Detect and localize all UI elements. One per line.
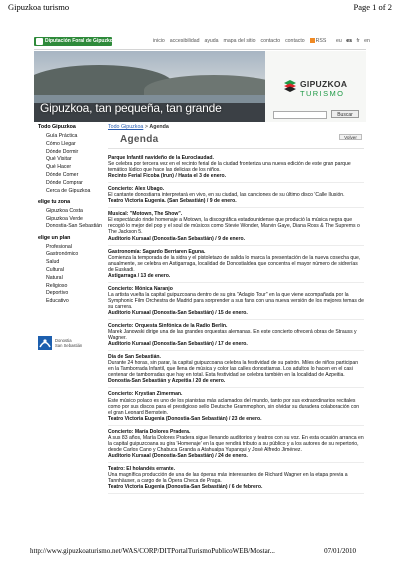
sidebar-item-salud[interactable]: Salud (46, 259, 60, 266)
donostia-logo[interactable] (38, 336, 96, 350)
sidebar-item-deportivo[interactable]: Deportivo (46, 290, 69, 297)
event-title: Concierto: Alex Ubago. (108, 186, 165, 193)
sidebar-heading[interactable]: Todo Gipuzkoa (38, 124, 76, 130)
sidebar-heading: elige un plan (38, 234, 71, 241)
nav-accesibilidad[interactable]: accesibilidad (169, 38, 200, 44)
gipuzkoa-turismo-logo[interactable] (283, 77, 363, 103)
lang-es[interactable]: es (346, 38, 353, 44)
event-description: Este músico polaco es uno de los pianistas más aclamados del mundo, tanto por sus extraordinarios recitales como por sus discos para el prestigioso sello Deutsche Grammophon, sin olvidar su duradera colaboración con el gran Leonard Bernstein. (108, 397, 360, 416)
event-venue: Recinto Ferial Ficoba (Irun) / Hasta el 3 de enero. (108, 173, 227, 180)
breadcrumb-link[interactable]: Todo Gipuzkoa (108, 124, 144, 130)
breadcrumb-current: Agenda (149, 124, 169, 130)
event-venue: Teatro Victoria Eugenia. (San Sebastián) / 9 de enero. (108, 198, 237, 205)
event-venue: Astigarraga / 13 de enero. (108, 272, 171, 279)
print-footer-date: 07/01/2010 (324, 547, 356, 555)
event-title: Concierto: María Dolores Pradera. (108, 428, 191, 435)
event-title: Concierto: Krystian Zimerman. (108, 391, 183, 398)
nav-inicio[interactable]: inicio (153, 38, 165, 44)
diputacion-logo-text: Diputación Foral de Gipuzkoa (45, 38, 116, 44)
event-title: Día de San Sebastián. (108, 354, 161, 361)
sidebar-item-verde[interactable]: Gipuzkoa Verde (46, 215, 83, 222)
event-item (108, 155, 364, 183)
sidebar-item-cerca[interactable]: Cerca de Gipuzkoa (46, 187, 91, 194)
event-title: Concierto: Mónica Naranjo (108, 285, 173, 292)
diputacion-logo[interactable] (34, 37, 116, 46)
sidebar-item-donostia[interactable]: Donostia-San Sebastián (46, 223, 102, 230)
sidebar (34, 124, 102, 348)
banner-tagline: Gipuzkoa, tan pequeña, tan grande (40, 101, 222, 115)
event-venue: Donostia-San Sebastián y Azpeitia / 20 de enero. (108, 378, 226, 385)
logo-turismo: TURISMO (300, 89, 345, 98)
sidebar-heading: elige tu zona (38, 198, 71, 205)
language-selector (336, 38, 373, 44)
event-venue: Auditorio Kursaal (Donostia-San Sebastián) / 24 de enero. (108, 452, 248, 459)
top-bar (34, 35, 370, 50)
print-header-title: Gipuzkoa turismo (8, 2, 70, 12)
lang-eu[interactable]: eu (336, 38, 342, 44)
sidebar-group-plan (34, 235, 98, 305)
donostia-logo-line2: San Sebastián (55, 342, 83, 348)
event-item (108, 323, 364, 351)
event-description: Una magnífica producción de una de las óperas más interesantes de Richard Wagner en la etapa previa a Tannhäuser, a cargo de la Ópera Checa de Praga. (108, 471, 348, 485)
sidebar-item-religioso[interactable]: Religioso (46, 282, 68, 289)
breadcrumb (108, 124, 364, 130)
lang-en[interactable]: en (364, 38, 370, 44)
nav-contacto-2[interactable]: contacto (285, 38, 305, 44)
event-venue: Auditorio Kursaal (Donostia-San Sebastián) / 9 de enero. (108, 235, 245, 242)
event-item (108, 186, 364, 208)
sidebar-item-que-visitar[interactable]: Qué Visitar (46, 156, 72, 163)
sidebar-item-como-llegar[interactable]: Cómo Llegar (46, 140, 76, 147)
event-description: El cantante donostiarra interpretará en vivo, en su ciudad, las canciones de su último disco 'Calle Ilusión. (108, 192, 345, 199)
print-header-page: Page 1 of 2 (353, 2, 392, 12)
sidebar-item-donde-comer[interactable]: Dónde Comer (46, 171, 79, 178)
event-description: A sus 83 años, María Dolores Pradera sigue llenando auditorios y teatros con su voz. En esta ocasión arranca en la capital guipuzcoana su gira 'Homenaje' en la que rendirá tributo a su público y a los autores de su repertorio, desde Carlos Cano y Chabuca Granda a Atahualpa Yupanqui y José Alfredo Jiménez. (108, 434, 364, 453)
event-item (108, 429, 364, 463)
donostia-logo-icon (38, 336, 52, 350)
sidebar-item-educativo[interactable]: Educativo (46, 298, 69, 305)
sidebar-item-cultural[interactable]: Cultural (46, 266, 64, 273)
event-description: El espectáculo rinde homenaje a Motown, la discográfica estadounidense que produció la música negra que recogió lo mejor del pop y el soul de músicos como Stevie Wonder, Marvin Gaye, Diana Ross & The Suprems o The Jackson 5. (108, 217, 360, 236)
title-row (108, 132, 364, 149)
event-item (108, 354, 364, 388)
event-description: Se celebra por tercera vez en el recinto ferial de la ciudad fronteriza una nueva edición de este gran parque temático lúdico que hace las delicias de los niños. (108, 161, 351, 174)
event-venue: Auditorio Kursaal (Donostia-San Sebastián) / 15 de enero. (108, 309, 248, 316)
event-item (108, 286, 364, 320)
back-button[interactable]: Volver (339, 134, 362, 140)
event-item (108, 211, 364, 245)
event-list (108, 155, 364, 494)
sidebar-item-costa[interactable]: Gipuzkoa Costa (46, 207, 83, 214)
sidebar-item-gastronomico[interactable]: Gastronómico (46, 251, 79, 258)
event-item (108, 391, 364, 425)
event-venue: Teatro Victoria Eugenia (Donostia-San Sebastián) / 23 de enero. (108, 415, 262, 422)
nav-ayuda[interactable]: ayuda (204, 38, 219, 44)
page-title: Agenda (120, 134, 159, 145)
event-item (108, 249, 364, 283)
main-content (108, 124, 364, 497)
diputacion-shield-icon (36, 38, 43, 45)
rss-icon[interactable] (310, 38, 315, 43)
event-description: Comienza la temporada de la sidra y el pistoletazo de salida lo marca la presentación de la nueva cosecha que, anualmente, se celebra en Astigarraga, localidad de Donostialdea que concentra el mayor número de sidrerías de Euskadi. (108, 254, 361, 273)
lang-fr[interactable]: fr (356, 38, 360, 44)
logo-gipuzkoa: GIPUZKOA (300, 79, 348, 89)
event-title: Gastronomía: Sagardo Berriaren Eguna. (108, 248, 206, 255)
sidebar-group-zona (34, 198, 102, 230)
header-banner (34, 51, 366, 122)
banner-photo (34, 51, 265, 122)
event-title: Concierto: Orquesta Sinfónica de la Radio Berlín. (108, 323, 228, 330)
top-nav (153, 38, 330, 44)
event-item (108, 466, 364, 494)
print-footer (0, 547, 400, 559)
event-title: Musical: "Motown, The Show". (108, 211, 183, 218)
sidebar-item-donde-dormir[interactable]: Dónde Dormir (46, 148, 79, 155)
event-description: La artista vuelta la capital guipuzcoana dentro de su gira "Adagio Tour" en la que viene acompañada por la Symphonic Film Orchestra de Madrid para sorprender a sus fans con una nueva versión de los mejores temas de su carrera. (108, 291, 364, 310)
sidebar-item-guia-practica[interactable]: Guía Práctica (46, 133, 78, 139)
sidebar-item-que-hacer[interactable]: Qué Hacer (46, 164, 72, 171)
sidebar-item-donde-comprar[interactable]: Dónde Comprar (46, 179, 83, 186)
sidebar-group-todo (34, 124, 98, 194)
sidebar-item-profesional[interactable]: Profesional (46, 243, 72, 250)
event-title: Parque Infantil navideño de la Euroclaudad. (108, 155, 214, 161)
nav-mapa-sitio[interactable]: mapa del sitio (223, 38, 256, 44)
event-venue: Teatro Victoria Eugenia (Donostia-San Sebastián) / 6 de febrero. (108, 484, 263, 491)
gipuzkoa-logo-icon (283, 80, 297, 94)
event-venue: Auditorio Kursaal (Donostia-San Sebastián) / 17 de enero. (108, 341, 248, 348)
event-description: Marek Janowski dirige una de las grandes orquestas alemanas. En este concierto ofrecerá obras de Strauss y Wagner. (108, 329, 357, 342)
print-header (0, 2, 400, 14)
event-title: Teatro: El holandés errante. (108, 465, 175, 472)
breadcrumb-separator: > (143, 124, 150, 130)
web-page (34, 35, 370, 535)
nav-contacto[interactable]: contacto (260, 38, 281, 44)
search-button[interactable]: Buscar (331, 110, 359, 118)
nav-rss[interactable]: RSS (315, 38, 327, 44)
search-input[interactable] (273, 111, 327, 119)
donostia-logo-line1: Donostia (55, 338, 72, 343)
event-description: Durante 24 horas, sin parar, la capital guipuzcoana celebra la festividad de su patrón. Miles de niños participan en la Tamborrada Infantil, que llena de música y color las calles donostiarras. Los adultos lo hacen en el casi centenar de tamborradas que hay en total. Esta festividad se celebra también en la localidad de Azpeitia. (108, 360, 359, 379)
print-footer-url: http://www.gipuzkoaturismo.net/WAS/CORP/DITPortalTurismoPublicoWEB/Mostar... (30, 547, 275, 555)
sidebar-item-natural[interactable]: Natural (46, 274, 63, 281)
